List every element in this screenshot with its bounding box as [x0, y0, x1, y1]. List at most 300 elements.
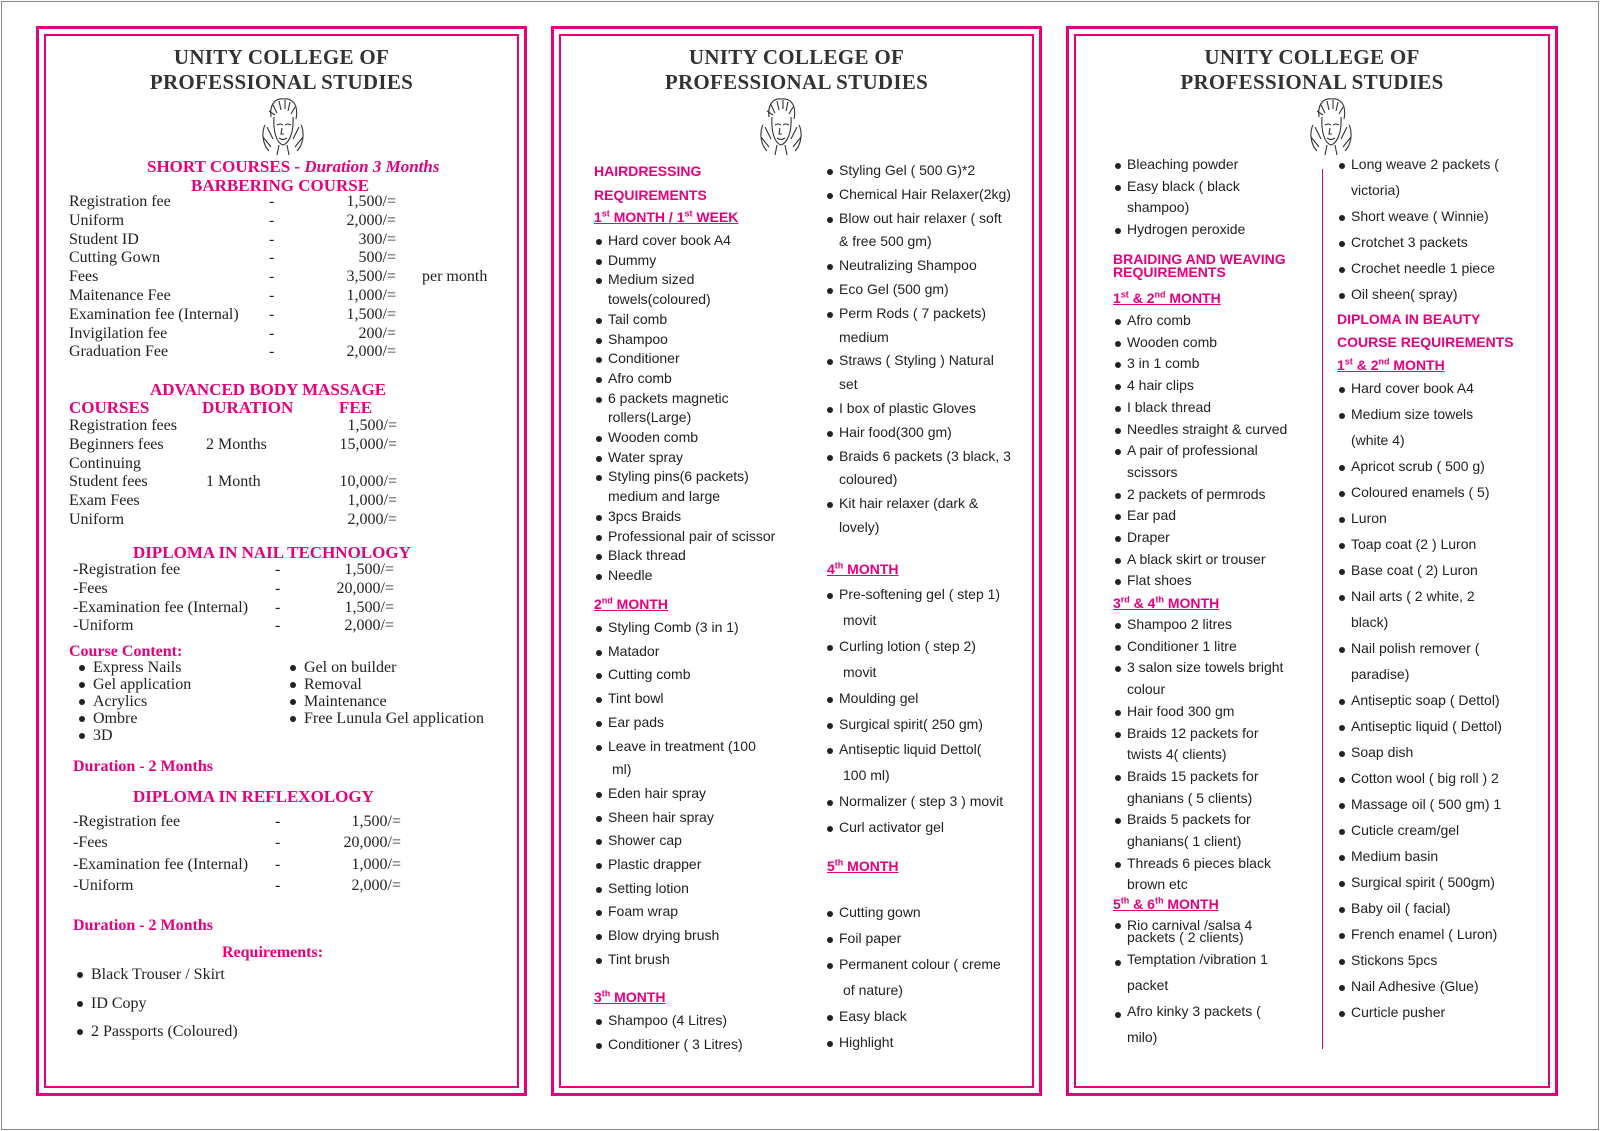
list-item: Easy black: [839, 1007, 907, 1024]
per-month-note: per month: [422, 268, 488, 285]
fee-value: 1,500/=: [344, 561, 394, 578]
list-item: Curl activator gel: [839, 819, 945, 836]
list-item: Blow out hair relaxer ( soft: [839, 209, 1002, 226]
list-item: movit: [843, 611, 877, 628]
bullet-icon: [1339, 985, 1345, 991]
list-item: coloured): [839, 471, 898, 488]
bullet-icon: [827, 312, 833, 318]
list-item: Chemical Hair Relaxer(2kg): [839, 185, 1011, 202]
bullet-icon: [1339, 959, 1345, 965]
list-item: shampoo): [1127, 199, 1190, 216]
bullet-icon: [1339, 829, 1345, 835]
list-item: Maintenance: [304, 693, 387, 710]
massage-fee: 2,000/=: [347, 511, 397, 528]
list-item: Matador: [608, 642, 660, 659]
face-logo-icon: [753, 95, 809, 157]
list-item: Permanent colour ( creme: [839, 955, 1001, 972]
list-item: Easy black ( black: [1127, 177, 1240, 194]
fee-label: Uniform: [69, 211, 125, 229]
face-logo-icon: [255, 95, 311, 157]
list-item: 6 packets magnetic: [608, 389, 729, 406]
beauty-heading-1: DIPLOMA IN BEAUTY: [1337, 311, 1481, 327]
list-item: Massage oil ( 500 gm) 1: [1351, 796, 1502, 812]
list-item: towels(coloured): [608, 291, 711, 308]
fee-label: Graduation Fee: [69, 343, 169, 361]
list-item: Tail comb: [608, 310, 668, 327]
fee-dash: -: [269, 305, 275, 323]
fee-label: -Examination fee (Internal): [73, 598, 249, 616]
list-item: Straws ( Styling ) Natural: [839, 352, 994, 369]
fee-label: -Fees: [73, 834, 108, 852]
bullet-icon: [827, 431, 833, 437]
list-item: Base coat ( 2) Luron: [1351, 562, 1478, 578]
list-item: Styling pins(6 packets): [608, 468, 749, 485]
bullet-icon: [1115, 428, 1121, 434]
list-item: Styling Comb (3 in 1): [608, 619, 739, 635]
massage-fee: 1,500/=: [347, 417, 397, 434]
fee-value: 2,000/=: [344, 617, 394, 635]
fee-label: -Uniform: [73, 876, 134, 894]
hairdressing-heading-2: REQUIREMENTS: [594, 187, 707, 203]
bullet-icon: [1115, 623, 1121, 629]
list-item: ID Copy: [91, 994, 147, 1012]
fee-dash: -: [269, 343, 275, 361]
bullet-icon: [1115, 862, 1121, 868]
college-title: UNITY COLLEGE OF PROFESSIONAL STUDIES: [664, 45, 929, 94]
bullet-icon: [596, 863, 602, 869]
bullet-icon: [77, 972, 83, 978]
list-item: Plastic drapper: [608, 856, 702, 872]
bullet-icon: [1115, 775, 1121, 781]
list-item: Nail Adhesive (Glue): [1351, 978, 1479, 994]
bullet-icon: [1339, 517, 1345, 523]
list-item: Removal: [304, 676, 362, 693]
list-item: lovely): [839, 519, 880, 535]
bullet-icon: [596, 456, 602, 462]
list-item: Gel on builder: [304, 659, 397, 676]
list-item: Shower cap: [608, 832, 682, 849]
bullet-icon: [596, 535, 602, 541]
list-item: of nature): [843, 981, 903, 998]
fee-label: -Examination fee (Internal): [73, 855, 249, 873]
braiding-heading: BRAIDING AND WEAVING REQUIREMENTS: [1113, 251, 1286, 280]
list-item: Medium sized: [608, 271, 695, 288]
list-item: milo): [1127, 1029, 1158, 1045]
list-item: Shampoo: [608, 330, 668, 347]
fee-value: 20,000/=: [336, 579, 394, 597]
bullet-icon: [290, 665, 296, 671]
list-item: Perm Rods ( 7 packets): [839, 304, 987, 321]
fee-label: Student ID: [69, 230, 139, 248]
bullet-icon: [1115, 710, 1121, 716]
fee-value: 500/=: [358, 249, 396, 267]
list-item: Threads 6 pieces black: [1127, 854, 1271, 871]
panel-braiding-beauty: [1066, 26, 1558, 1096]
month3-heading: 3th MONTH: [594, 988, 666, 1005]
bullet-icon: [596, 318, 602, 324]
bullet-icon: [1339, 267, 1345, 273]
list-item: Eden hair spray: [608, 784, 707, 801]
fee-value: 3,500/=: [346, 268, 396, 286]
list-item: Pre-softening gel ( step 1): [839, 586, 1001, 602]
list-item: 3D: [93, 727, 113, 744]
fee-dash: -: [269, 287, 275, 304]
fee-value: 2,000/=: [351, 876, 401, 894]
bullet-icon: [1115, 493, 1121, 499]
bullet-icon: [1339, 855, 1345, 861]
list-item: Antiseptic liquid Dettol(: [839, 741, 982, 758]
hairdressing-heading-1: HAIRDRESSING: [594, 163, 702, 179]
bullet-icon: [596, 515, 602, 521]
bullet-icon: [596, 397, 602, 403]
fee-label: Invigilation fee: [69, 324, 168, 342]
list-item: Long weave 2 packets (: [1351, 156, 1499, 172]
list-item: Neutralizing Shampoo: [839, 257, 977, 274]
bullet-icon: [827, 963, 833, 969]
braiding-month56-heading: 5th & 6th MONTH: [1113, 895, 1219, 912]
list-item: Hair food 300 gm: [1127, 702, 1235, 719]
fee-dash: -: [275, 834, 281, 852]
bullet-icon: [1339, 215, 1345, 221]
list-item: Soap dish: [1351, 744, 1414, 760]
list-item: Ear pad: [1127, 507, 1177, 524]
massage-col-fee: FEE: [339, 398, 373, 417]
fee-value: 1,500/=: [346, 305, 396, 323]
bullet-icon: [827, 169, 833, 175]
fee-label: Fees: [69, 268, 99, 286]
list-item: Conditioner 1 litre: [1127, 637, 1237, 654]
list-item: Oil sheen( spray): [1351, 286, 1458, 302]
bullet-icon: [1339, 465, 1345, 471]
list-item: Styling Gel ( 500 G)*2: [839, 162, 976, 178]
braiding-month12-heading: 1st & 2nd MONTH: [1113, 289, 1221, 306]
list-item: Baby oil ( facial): [1351, 900, 1451, 916]
list-item: twists 4( clients): [1127, 746, 1227, 763]
list-item: Braids 15 packets for: [1127, 767, 1259, 784]
bullet-icon: [827, 645, 833, 651]
list-item: Hard cover book A4: [608, 232, 731, 248]
list-item: Short weave ( Winnie): [1351, 208, 1489, 224]
bullet-icon: [827, 193, 833, 199]
list-item: movit: [843, 663, 877, 680]
fee-dash: -: [275, 561, 281, 578]
fee-dash: -: [275, 579, 281, 597]
bullet-icon: [290, 682, 296, 688]
list-item: Crotchet 3 packets: [1351, 234, 1468, 250]
bullet-icon: [827, 1041, 833, 1047]
list-item: (white 4): [1351, 432, 1405, 448]
list-item: Black Trouser / Skirt: [91, 966, 225, 983]
list-item: Cotton wool ( big roll ) 2: [1351, 770, 1499, 786]
list-item: Tint brush: [608, 950, 670, 967]
massage-fee: 10,000/=: [339, 473, 397, 491]
bullet-icon: [827, 455, 833, 461]
list-item: Tint bowl: [608, 690, 664, 707]
bullet-icon: [596, 958, 602, 964]
fee-label: -Fees: [73, 579, 108, 597]
course-content-heading: Course Content:: [69, 643, 183, 660]
list-item: colour: [1127, 681, 1166, 698]
fee-value: 300/=: [358, 230, 396, 248]
fee-dash: -: [269, 268, 275, 286]
bullet-icon: [1339, 241, 1345, 247]
barbering-heading: BARBERING COURSE: [191, 176, 370, 195]
list-item: Rio carnival /salsa 4: [1127, 917, 1253, 933]
bullet-icon: [1339, 1011, 1345, 1017]
bullet-icon: [1339, 907, 1345, 913]
bullet-icon: [1115, 645, 1121, 651]
bullet-icon: [596, 377, 602, 383]
list-item: Antiseptic soap ( Dettol): [1351, 692, 1500, 708]
list-item: Shampoo (4 Litres): [608, 1012, 728, 1028]
list-item: Temptation /vibration 1: [1127, 951, 1268, 967]
column-divider: [1322, 169, 1323, 1049]
list-item: Highlight: [839, 1033, 894, 1050]
list-item: Cuticle cream/gel: [1351, 822, 1460, 838]
fee-dash: -: [269, 193, 275, 210]
fee-dash: -: [275, 598, 281, 616]
list-item: Black thread: [608, 547, 686, 564]
bullet-icon: [1339, 725, 1345, 731]
list-item: Setting lotion: [608, 879, 689, 896]
list-item: Dummy: [608, 251, 657, 268]
list-item: Medium basin: [1351, 848, 1439, 864]
list-item: Flat shoes: [1127, 572, 1192, 589]
fee-value: 1,000/=: [346, 287, 396, 304]
fee-dash: -: [269, 249, 275, 267]
bullet-icon: [1115, 1012, 1121, 1018]
massage-duration: 1 Month: [206, 473, 261, 491]
list-item: Nail arts ( 2 white, 2: [1351, 588, 1475, 604]
fee-value: 200/=: [358, 324, 396, 342]
list-item: 3 salon size towels bright: [1127, 659, 1284, 676]
massage-label: Exam Fees: [69, 492, 140, 510]
reflexology-heading: DIPLOMA IN REFLEXOLOGY: [133, 787, 374, 806]
bullet-icon: [79, 665, 85, 671]
bullet-icon: [827, 407, 833, 413]
list-item: Foil paper: [839, 929, 902, 946]
list-item: Antiseptic liquid ( Dettol): [1351, 718, 1502, 734]
fee-value: 1,500/=: [344, 598, 394, 616]
bullet-icon: [1339, 647, 1345, 653]
list-item: Needles straight & curved: [1127, 420, 1288, 437]
list-item: I black thread: [1127, 398, 1212, 415]
bullet-icon: [596, 574, 602, 580]
list-item: Express Nails: [93, 659, 182, 676]
list-item: Professional pair of scissor: [608, 527, 776, 544]
bullet-icon: [290, 699, 296, 705]
list-item: paradise): [1351, 666, 1410, 682]
bullet-icon: [1115, 319, 1121, 325]
bullet-icon: [79, 699, 85, 705]
college-title: UNITY COLLEGE OF PROFESSIONAL STUDIES: [149, 45, 414, 94]
bullet-icon: [79, 682, 85, 688]
bullet-icon: [827, 288, 833, 294]
list-item: French enamel ( Luron): [1351, 926, 1498, 942]
bullet-icon: [596, 887, 602, 893]
fee-label: -Registration fee: [73, 813, 181, 830]
list-item: ghanians ( 5 clients): [1127, 789, 1253, 806]
bullet-icon: [827, 217, 833, 223]
bullet-icon: [1115, 341, 1121, 347]
list-item: Acrylics: [93, 693, 148, 710]
list-item: medium and large: [608, 488, 721, 505]
list-item: 2 packets of permrods: [1127, 485, 1266, 502]
bullet-icon: [827, 593, 833, 599]
bullet-icon: [290, 716, 296, 722]
beauty-heading-2: COURSE REQUIREMENTS: [1337, 334, 1514, 350]
bullet-icon: [1115, 732, 1121, 738]
fee-dash: -: [275, 813, 281, 830]
list-item: Wooden comb: [1127, 333, 1218, 350]
fee-dash: -: [275, 617, 281, 635]
list-item: Luron: [1351, 510, 1387, 526]
list-item: ghanians( 1 client): [1127, 833, 1242, 849]
list-item: & free 500 gm): [839, 233, 932, 250]
bullet-icon: [827, 937, 833, 943]
fee-dash: -: [269, 211, 275, 229]
bullet-icon: [596, 816, 602, 822]
massage-label: Registration fees: [69, 417, 177, 434]
bullet-icon: [1339, 569, 1345, 575]
list-item: Normalizer ( step 3 ) movit: [839, 793, 1004, 810]
bullet-icon: [1339, 699, 1345, 705]
list-item: Leave in treatment (100: [608, 737, 756, 754]
bullet-icon: [1115, 406, 1121, 412]
fee-dash: -: [269, 230, 275, 248]
bullet-icon: [596, 792, 602, 798]
list-item: 100 ml): [843, 767, 890, 784]
list-item: Braids 5 packets for: [1127, 811, 1251, 828]
massage-label: Beginners fees: [69, 435, 164, 453]
list-item: Curling lotion ( step 2): [839, 637, 976, 654]
bullet-icon: [1115, 163, 1121, 169]
list-item: Toap coat (2 ) Luron: [1351, 536, 1477, 552]
bullet-icon: [1339, 751, 1345, 757]
list-item: Surgical spirit( 250 gm): [839, 715, 983, 732]
list-item: Kit hair relaxer (dark &: [839, 495, 979, 512]
fee-value: 2,000/=: [346, 211, 396, 229]
bullet-icon: [1115, 536, 1121, 542]
beauty-month12-heading: 1st & 2nd MONTH: [1337, 356, 1445, 373]
bullet-icon: [827, 697, 833, 703]
bullet-icon: [77, 1001, 83, 1007]
bullet-icon: [77, 1029, 83, 1035]
list-item: rollers(Large): [608, 409, 692, 426]
list-item: 2 Passports (Coloured): [91, 1023, 238, 1040]
fee-label: Cutting Gown: [69, 249, 161, 267]
bullet-icon: [1339, 387, 1345, 393]
fee-value: 1,000/=: [351, 855, 401, 873]
list-item: set: [839, 376, 858, 393]
panel-hairdressing: [551, 26, 1042, 1096]
list-item: Afro comb: [1127, 312, 1191, 328]
fee-dash: -: [269, 324, 275, 342]
bullet-icon: [1115, 558, 1121, 564]
list-item: Ombre: [93, 710, 138, 727]
massage-fee: 1,000/=: [347, 492, 397, 510]
list-item: Conditioner: [608, 350, 680, 367]
bullet-icon: [1339, 777, 1345, 783]
list-item: packet: [1127, 977, 1169, 993]
list-item: Braids 12 packets for: [1127, 724, 1259, 741]
month2-heading: 2nd MONTH: [594, 595, 669, 612]
list-item: Nail polish remover (: [1351, 640, 1480, 656]
bullet-icon: [1339, 293, 1345, 299]
bullet-icon: [596, 239, 602, 245]
fee-value: 1,500/=: [351, 813, 401, 830]
list-item: Braids 6 packets (3 black, 3: [839, 447, 1011, 464]
list-item: Water spray: [608, 448, 683, 465]
list-item: scissors: [1127, 463, 1178, 480]
massage-label: Continuing: [69, 454, 142, 472]
list-item: black): [1351, 614, 1389, 630]
list-item: Curticle pusher: [1351, 1004, 1446, 1020]
bullet-icon: [596, 338, 602, 344]
list-item: victoria): [1351, 182, 1401, 198]
massage-col-courses: COURSES: [69, 398, 150, 417]
list-item: Hydrogen peroxide: [1127, 221, 1246, 238]
list-item: Cutting comb: [608, 666, 691, 683]
bullet-icon: [1339, 543, 1345, 549]
fee-value: 2,000/=: [346, 343, 396, 361]
bullet-icon: [827, 723, 833, 729]
fee-dash: -: [275, 876, 281, 894]
list-item: Stickons 5pcs: [1351, 952, 1438, 968]
list-item: A pair of professional: [1127, 442, 1258, 459]
reflexology-duration: Duration - 2 Months: [73, 917, 214, 934]
braiding-month34-heading: 3rd & 4th MONTH: [1113, 594, 1220, 611]
list-item: 3 in 1 comb: [1127, 355, 1200, 372]
bullet-icon: [1339, 933, 1345, 939]
list-item: Afro comb: [608, 369, 672, 386]
bullet-icon: [596, 259, 602, 265]
requirements-heading: Requirements:: [222, 944, 324, 961]
bullet-icon: [596, 721, 602, 727]
list-item: Medium size towels: [1351, 406, 1474, 422]
list-item: Eco Gel (500 gm): [839, 281, 949, 297]
short-courses-heading: SHORT COURSES - Duration 3 Months: [147, 157, 440, 176]
list-item: I box of plastic Gloves: [839, 400, 976, 416]
bullet-icon: [79, 716, 85, 722]
bullet-icon: [1339, 163, 1345, 169]
fee-label: Registration fee: [69, 193, 171, 210]
list-item: Cutting gown: [839, 904, 921, 920]
list-item: Foam wrap: [608, 903, 679, 920]
bullet-icon: [1339, 803, 1345, 809]
list-item: Conditioner ( 3 Litres): [608, 1035, 743, 1052]
nail-duration: Duration - 2 Months: [73, 758, 214, 775]
list-item: Blow drying brush: [608, 927, 720, 944]
list-item: packets ( 2 clients): [1127, 929, 1244, 945]
bullet-icon: [596, 1019, 602, 1025]
list-item: Shampoo 2 litres: [1127, 616, 1233, 632]
list-item: Moulding gel: [839, 689, 919, 706]
month1-heading: 1st MONTH / 1st WEEK: [594, 208, 739, 225]
bullet-icon: [1339, 595, 1345, 601]
list-item: Gel application: [93, 676, 192, 693]
massage-duration: 2 Months: [206, 435, 267, 453]
month5-heading: 5th MONTH: [827, 857, 899, 874]
bullet-icon: [1115, 960, 1121, 966]
list-item: Free Lunula Gel application: [304, 710, 484, 727]
fee-value: 20,000/=: [343, 834, 401, 852]
bullet-icon: [827, 1015, 833, 1021]
bullet-icon: [596, 1043, 602, 1049]
massage-label: Uniform: [69, 511, 125, 528]
list-item: Wooden comb: [608, 429, 699, 445]
list-item: Bleaching powder: [1127, 156, 1239, 172]
